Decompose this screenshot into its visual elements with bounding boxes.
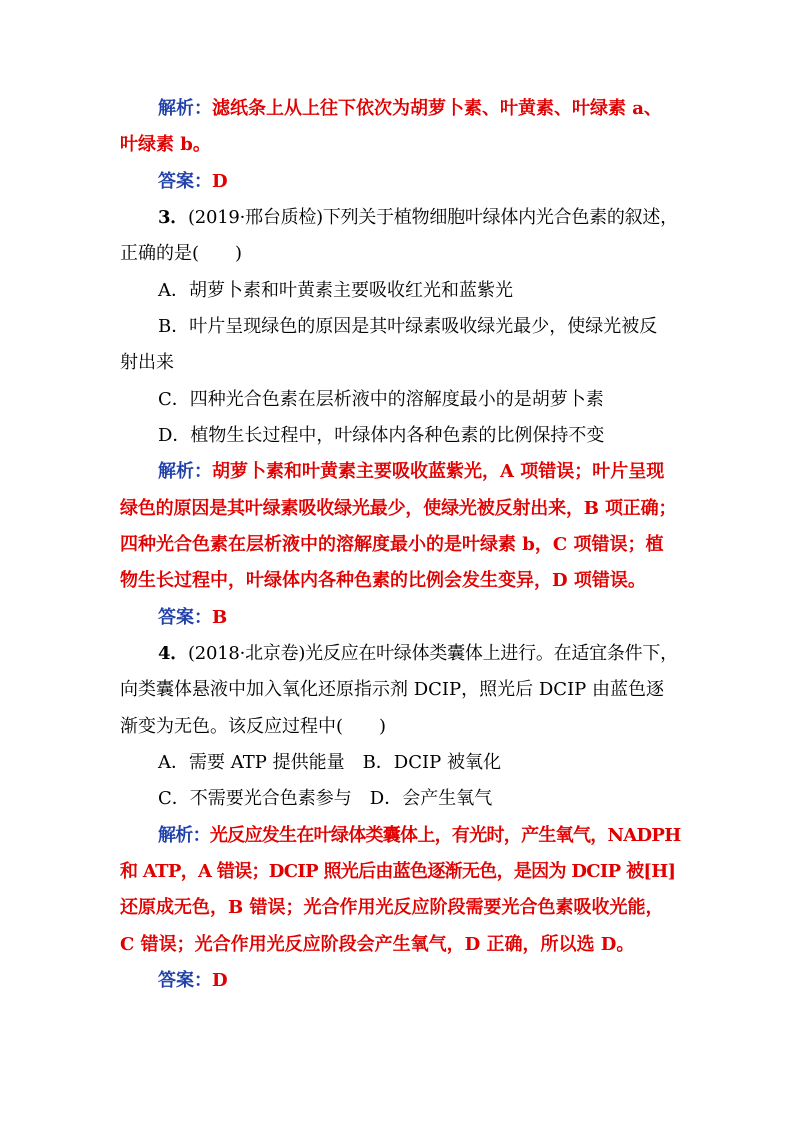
- answer-label: 答案：: [158, 171, 212, 192]
- q4-options-a-b: A．需要 ATP 提供能量 B．DCIP 被氧化: [158, 752, 501, 773]
- q4-explanation-line-1: [158, 823, 681, 849]
- answer-value: D: [212, 171, 228, 192]
- stem-text: (2019·邢台质检)下列关于植物细胞叶绿体内光合色素的叙述，: [188, 207, 678, 228]
- q4-explanation-line-4: C 错误；光合作用光反应阶段会产生氧气，D 正确，所以选 D。: [120, 934, 635, 955]
- q3-option-b-line-1: B．叶片呈现绿色的原因是其叶绿素吸收绿光最少，使绿光被反: [158, 316, 658, 337]
- q4-stem-line-2: 向类囊体悬液中加入氧化还原指示剂 DCIP，照光后 DCIP 由蓝色逐: [120, 679, 665, 700]
- q4-stem-line-3: 渐变为无色。该反应过程中( ): [120, 716, 387, 737]
- stem-text: (2018·北京卷)光反应在叶绿体类囊体上进行。在适宜条件下，: [188, 643, 678, 664]
- q3-stem-line-2: 正确的是( ): [120, 243, 243, 264]
- q4-explanation-line-3: 还原成无色，B 错误；光合作用光反应阶段需要光合色素吸收光能，: [120, 897, 664, 918]
- answer-label: 答案：: [158, 970, 212, 991]
- prev-answer: [158, 169, 228, 195]
- explanation-label: 解析：: [158, 98, 212, 119]
- explanation-label: 解析：: [158, 461, 212, 482]
- question-number: 4．: [158, 643, 189, 664]
- q3-option-c: C．四种光合色素在层析液中的溶解度最小的是胡萝卜素: [158, 389, 604, 410]
- q3-explanation-line-1: [158, 459, 664, 485]
- answer-label: 答案：: [158, 607, 212, 628]
- explanation-text: 光反应发生在叶绿体类囊体上，有光时，产生氧气，NADPH: [209, 825, 681, 846]
- q4-explanation-line-2: 和 ATP，A 错误；DCIP 照光后由蓝色逐渐无色，是因为 DCIP 被[H]: [120, 861, 676, 882]
- q4-options-c-d: C．不需要光合色素参与 D．会产生氧气: [158, 788, 493, 809]
- q3-option-d: D．植物生长过程中，叶绿体内各种色素的比例保持不变: [158, 425, 605, 446]
- prev-explanation-line-2: 叶绿素 b。: [120, 134, 211, 155]
- q3-explanation-line-2: 绿色的原因是其叶绿素吸收绿光最少，使绿光被反射出来，B 项正确；: [120, 498, 677, 519]
- prev-explanation-line-1: [158, 96, 662, 122]
- q3-stem-line-1: [158, 205, 678, 231]
- answer-value: D: [212, 970, 228, 991]
- q4-answer: [158, 968, 228, 994]
- q3-answer: [158, 605, 227, 631]
- q3-explanation-line-4: 物生长过程中，叶绿体内各种色素的比例会发生变异，D 项错误。: [120, 570, 646, 591]
- q3-option-b-line-2: 射出来: [120, 352, 174, 373]
- question-number: 3．: [158, 207, 189, 228]
- explanation-text: 胡萝卜素和叶黄素主要吸收蓝紫光，A 项错误；叶片呈现: [212, 461, 665, 482]
- explanation-text: 滤纸条上从上往下依次为胡萝卜素、叶黄素、叶绿素 a、: [212, 98, 662, 119]
- q3-option-a: A．胡萝卜素和叶黄素主要吸收红光和蓝紫光: [158, 280, 513, 301]
- q4-stem-line-1: [158, 641, 678, 667]
- answer-value: B: [212, 607, 228, 628]
- q3-explanation-line-3: 四种光合色素在层析液中的溶解度最小的是叶绿素 b，C 项错误；植: [120, 534, 664, 555]
- explanation-label: 解析：: [158, 825, 210, 846]
